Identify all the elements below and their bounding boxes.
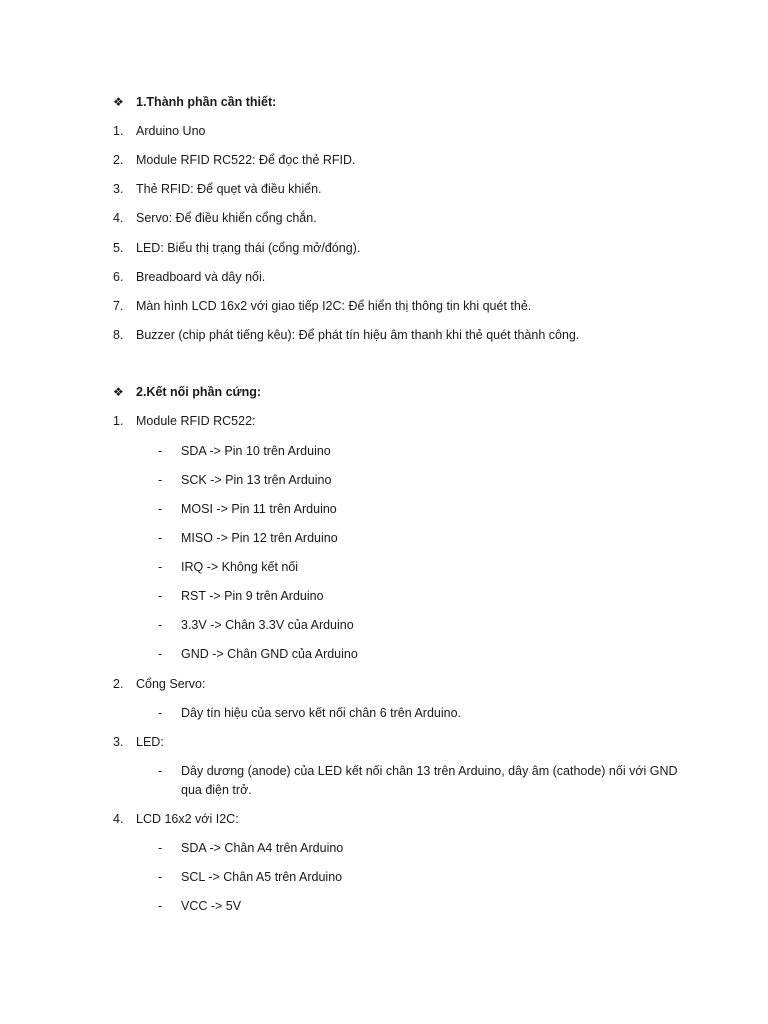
list-item: Module RFID RC522:	[136, 414, 256, 428]
sub-list-item-continuation: qua điện trở.	[181, 783, 252, 797]
list-item: Module RFID RC522: Để đọc thẻ RFID.	[136, 153, 356, 167]
list-number: 3.	[113, 735, 124, 749]
dash-bullet: -	[158, 764, 163, 778]
dash-bullet: -	[158, 841, 163, 855]
list-item: LED: Biểu thị trạng thái (cổng mở/đóng).	[136, 241, 361, 255]
list-number: 4.	[113, 211, 124, 225]
list-item: Màn hình LCD 16x2 với giao tiếp I2C: Để hiển thị thông tin khi quét thẻ.	[136, 299, 532, 313]
sub-list-item: MOSI -> Pin 11 trên Arduino	[181, 502, 337, 516]
dash-bullet: -	[158, 589, 163, 603]
sub-list-item: SDA -> Chân A4 trên Arduino	[181, 841, 344, 855]
dash-bullet: -	[158, 647, 163, 661]
list-number: 4.	[113, 812, 124, 826]
diamond-bullet-icon: ❖	[113, 95, 124, 109]
list-number: 5.	[113, 241, 124, 255]
diamond-bullet-icon: ❖	[113, 385, 124, 399]
list-number: 1.	[113, 124, 124, 138]
dash-bullet: -	[158, 870, 163, 884]
sub-list-item: MISO -> Pin 12 trên Arduino	[181, 531, 338, 545]
list-number: 6.	[113, 270, 124, 284]
list-number: 2.	[113, 153, 124, 167]
sub-list-item: IRQ -> Không kết nối	[181, 560, 299, 574]
sub-list-item: 3.3V -> Chân 3.3V của Arduino	[181, 618, 354, 632]
list-number: 8.	[113, 328, 124, 342]
list-item: LCD 16x2 với I2C:	[136, 812, 239, 826]
dash-bullet: -	[158, 531, 163, 545]
list-number: 7.	[113, 299, 124, 313]
dash-bullet: -	[158, 444, 163, 458]
sub-list-item: SDA -> Pin 10 trên Arduino	[181, 444, 331, 458]
list-item: Breadboard và dây nối.	[136, 270, 266, 284]
section-2-heading: 2.Kết nối phần cứng:	[136, 385, 262, 399]
list-item: Cổng Servo:	[136, 677, 206, 691]
sub-list-item: SCL -> Chân A5 trên Arduino	[181, 870, 343, 884]
dash-bullet: -	[158, 706, 163, 720]
sub-list-item: VCC -> 5V	[181, 899, 242, 913]
list-item: Buzzer (chip phát tiếng kêu): Để phát tín hiệu âm thanh khi thẻ quét thành công.	[136, 328, 580, 342]
dash-bullet: -	[158, 502, 163, 516]
list-item: Arduino Uno	[136, 124, 206, 138]
list-number: 1.	[113, 414, 124, 428]
dash-bullet: -	[158, 899, 163, 913]
sub-list-item: SCK -> Pin 13 trên Arduino	[181, 473, 332, 487]
sub-list-item: Dây tín hiệu của servo kết nối chân 6 trên Arduino.	[181, 706, 462, 720]
sub-list-item: Dây dương (anode) của LED kết nối chân 13 trên Arduino, dây âm (cathode) nối với GND	[181, 764, 678, 778]
dash-bullet: -	[158, 560, 163, 574]
section-1-heading: 1.Thành phần cần thiết:	[136, 95, 277, 109]
list-number: 2.	[113, 677, 124, 691]
sub-list-item: GND -> Chân GND của Arduino	[181, 647, 358, 661]
dash-bullet: -	[158, 473, 163, 487]
list-item: Servo: Để điều khiển cổng chắn.	[136, 211, 317, 225]
list-item: LED:	[136, 735, 164, 749]
sub-list-item: RST -> Pin 9 trên Arduino	[181, 589, 324, 603]
list-item: Thẻ RFID: Để quẹt và điều khiển.	[136, 182, 322, 196]
list-number: 3.	[113, 182, 124, 196]
dash-bullet: -	[158, 618, 163, 632]
